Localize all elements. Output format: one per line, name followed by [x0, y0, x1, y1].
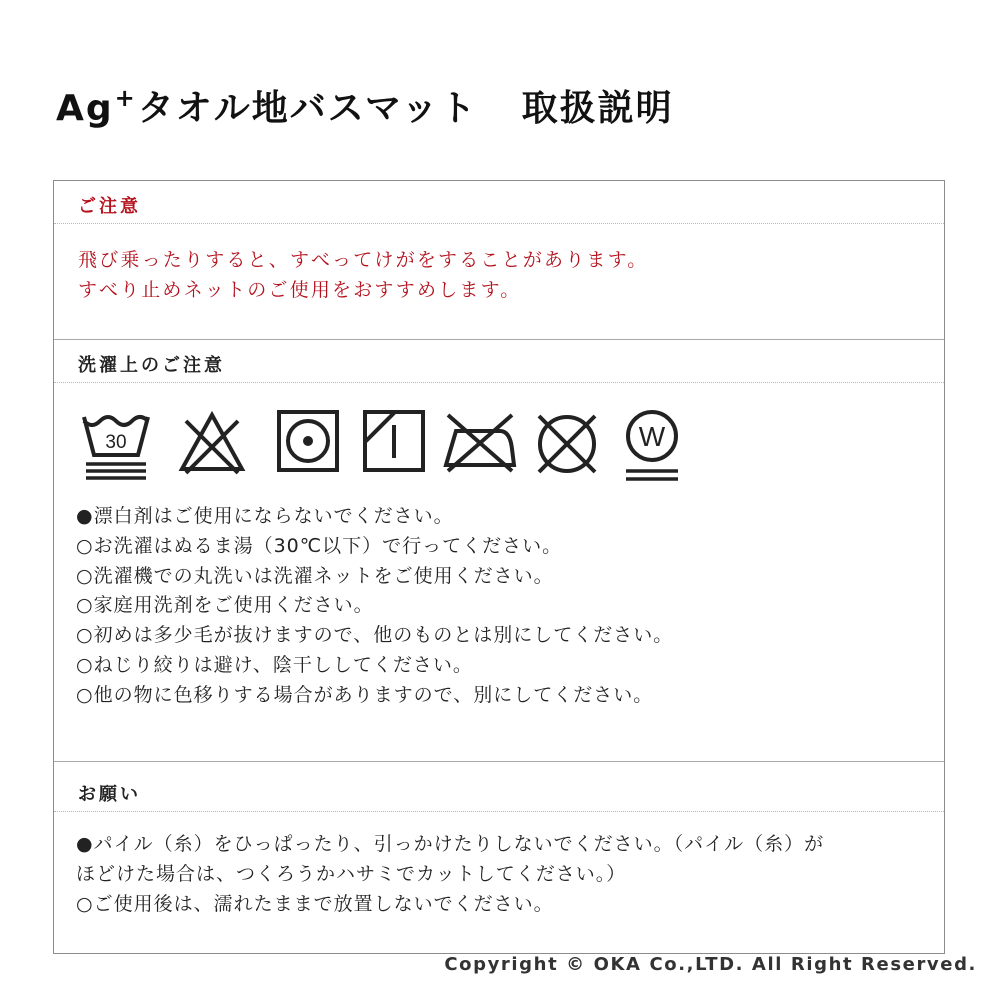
request-list — [76, 830, 824, 919]
title-superscript: + — [114, 84, 137, 112]
drip-dry-icon — [362, 409, 426, 473]
request-heading: お願い — [78, 784, 141, 805]
list-item: ○ご使用後は、濡れたままで放置しないでください。 — [76, 892, 554, 915]
section-divider — [54, 761, 944, 762]
copyright: Copyright © OKA Co.,LTD. All Right Reserved. — [444, 954, 977, 975]
no-iron-icon — [442, 409, 518, 473]
caution-text — [78, 245, 649, 305]
list-item: ほどけた場合は、つくろうかハサミでカットしてください。） — [76, 862, 627, 885]
list-item: ○初めは多少毛が抜けますので、他のものとは別にしてください。 — [76, 624, 674, 647]
page-title — [56, 80, 674, 131]
caution-heading: ご注意 — [78, 196, 141, 217]
washing-heading: 洗濯上のご注意 — [78, 355, 225, 376]
list-item: ●パイル（糸）をひっぱったり、引っかけたりしないでください。（パイル（糸）が — [76, 833, 825, 855]
caution-header — [54, 181, 944, 224]
list-item: ○家庭用洗剤をご使用ください。 — [76, 594, 374, 617]
wash-temperature-label: 30 — [105, 432, 127, 453]
list-item: ○他の物に色移りする場合がありますので、別にしてください。 — [76, 683, 654, 706]
tumble-dry-icon — [276, 409, 340, 473]
list-item: ○洗濯機での丸洗いは洗濯ネットをご使用ください。 — [76, 564, 554, 587]
wash-30-icon — [80, 409, 152, 481]
caution-line: すべり止めネットのご使用をおすすめします。 — [78, 279, 522, 301]
title-product-name: タオル地バスマット — [137, 88, 478, 129]
instruction-panel — [53, 180, 945, 954]
no-dry-clean-icon — [532, 409, 602, 479]
wet-clean-icon — [622, 409, 682, 485]
list-item: ●漂白剤はご使用にならないでください。 — [76, 505, 454, 527]
title-suffix: 取扱説明 — [521, 88, 674, 129]
list-item: ○ねじり絞りは避け、陰干ししてください。 — [76, 653, 473, 676]
care-symbols — [80, 409, 920, 489]
request-header — [54, 769, 944, 812]
washing-list — [76, 502, 673, 711]
caution-line: 飛び乗ったりすると、すべってけがをすることがあります。 — [78, 249, 649, 271]
title-prefix: Ag — [56, 88, 114, 129]
wet-clean-label: W — [638, 421, 666, 452]
washing-header — [54, 340, 944, 383]
no-bleach-icon — [176, 409, 248, 481]
list-item: ○お洗濯はぬるま湯（30℃以下）で行ってください。 — [76, 534, 563, 557]
